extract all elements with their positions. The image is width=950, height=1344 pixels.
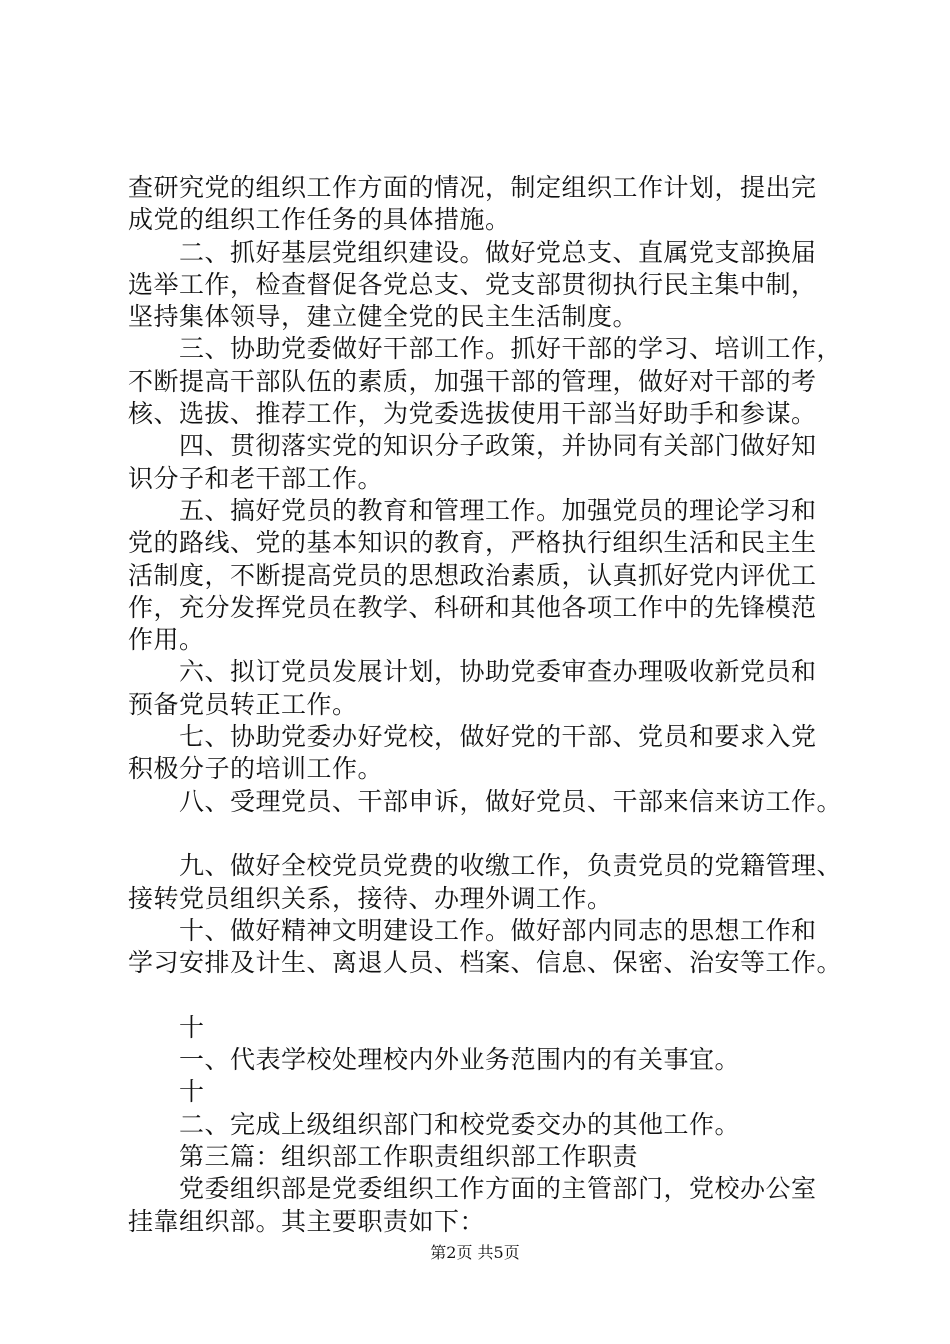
text-line: 四、贯彻落实党的知识分子政策，并协同有关部门做好知 <box>128 431 817 461</box>
text-line: 十 <box>128 1077 205 1107</box>
text-line: 十、做好精神文明建设工作。做好部内同志的思想工作和 <box>128 915 817 945</box>
text-line: 八、受理党员、干部申诉，做好党员、干部来信来访工作。 <box>128 786 843 816</box>
text-line: 十 <box>128 1012 205 1042</box>
text-line: 第三篇：组织部工作职责组织部工作职责 <box>128 1141 639 1171</box>
page-footer: 第2页 共5页 <box>430 1243 520 1262</box>
text-line: 查研究党的组织工作方面的情况，制定组织工作计划，提出完 <box>128 173 817 202</box>
text-line: 学习安排及计生、离退人员、档案、信息、保密、治安等工作。 <box>128 948 843 978</box>
text-line: 积极分子的培训工作。 <box>128 754 384 784</box>
text-line: 活制度，不断提高党员的思想政治素质，认真抓好党内评优工 <box>128 560 817 590</box>
text-line: 六、拟订党员发展计划，协助党委审查办理吸收新党员和 <box>128 657 817 687</box>
text-line: 识分子和老干部工作。 <box>128 463 384 493</box>
text-line: 党的路线、党的基本知识的教育，严格执行组织生活和民主生 <box>128 528 817 558</box>
text-line: 坚持集体领导，建立健全党的民主生活制度。 <box>128 302 639 332</box>
text-line: 作，充分发挥党员在教学、科研和其他各项工作中的先锋模范 <box>128 592 817 622</box>
text-line: 九、做好全校党员党费的收缴工作，负责党员的党籍管理、 <box>128 851 843 881</box>
text-line: 接转党员组织关系，接待、办理外调工作。 <box>128 883 613 913</box>
text-line: 党委组织部是党委组织工作方面的主管部门，党校办公室 <box>128 1174 817 1204</box>
text-line: 作用。 <box>128 625 205 655</box>
text-line: 预备党员转正工作。 <box>128 689 358 719</box>
blank-line <box>128 818 868 850</box>
text-line: 核、选拔、推荐工作，为党委选拔使用干部当好助手和参谋。 <box>128 399 817 429</box>
text-line: 三、协助党委做好干部工作。抓好干部的学习、培训工作， <box>128 334 843 364</box>
text-line: 成党的组织工作任务的具体措施。 <box>128 205 511 235</box>
text-line: 二、抓好基层党组织建设。做好党总支、直属党支部换届 <box>128 237 817 267</box>
text-line: 七、协助党委办好党校，做好党的干部、党员和要求入党 <box>128 722 817 752</box>
text-line: 五、搞好党员的教育和管理工作。加强党员的理论学习和 <box>128 495 817 525</box>
text-line: 选举工作，检查督促各党总支、党支部贯彻执行民主集中制， <box>128 269 817 299</box>
text-line: 挂靠组织部。其主要职责如下： <box>128 1206 486 1236</box>
text-line: 不断提高干部队伍的素质，加强干部的管理，做好对干部的考 <box>128 366 817 396</box>
text-line: 二、完成上级组织部门和校党委交办的其他工作。 <box>128 1109 741 1139</box>
blank-line <box>128 979 868 1011</box>
text-line: 一、代表学校处理校内外业务范围内的有关事宜。 <box>128 1045 741 1075</box>
document-body <box>128 172 868 1238</box>
